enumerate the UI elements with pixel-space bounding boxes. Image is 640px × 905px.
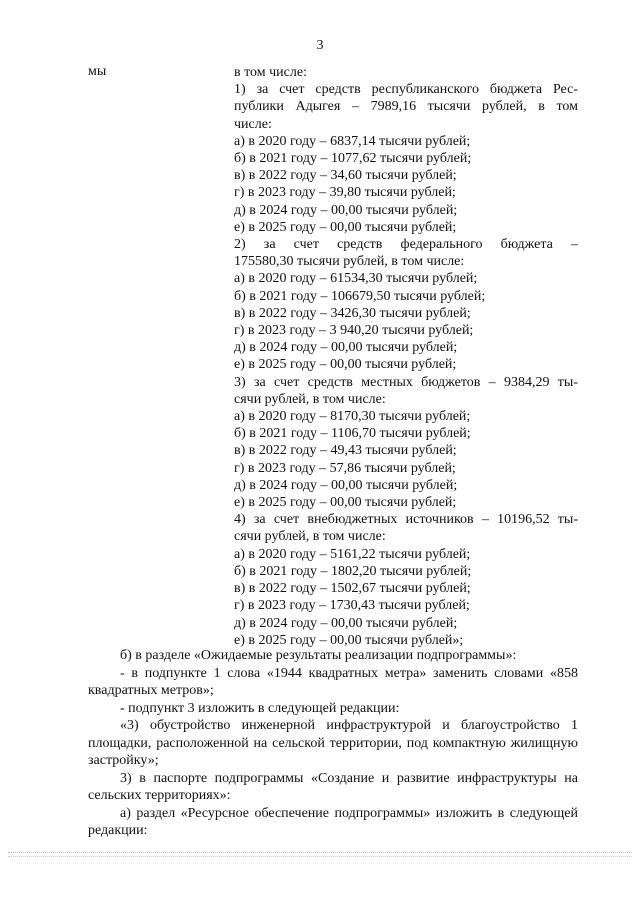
- page-number: 3: [316, 38, 324, 53]
- funding-line: 175580,30 тысячи рублей, в том числе:: [234, 254, 465, 270]
- funding-line: г) в 2023 году – 1730,43 тысячи рублей;: [234, 598, 470, 614]
- paragraph: - в подпункте 1 слова «1944 квадратных метра» заменить словами «858 квадратных метров»;: [88, 665, 578, 698]
- funding-line: д) в 2024 году – 00,00 тысячи рублей;: [234, 340, 458, 356]
- funding-line: а) в 2020 году – 61534,30 тысячи рублей;: [234, 271, 478, 287]
- funding-line: г) в 2023 году – 3 940,20 тысячи рублей;: [234, 323, 474, 339]
- funding-line: е) в 2025 году – 00,00 тысячи рублей;: [234, 495, 457, 511]
- funding-line: публики Адыгея – 7989,16 тысячи рублей, в том: [234, 99, 578, 115]
- funding-line: г) в 2023 году – 39,80 тысячи рублей;: [234, 185, 456, 201]
- funding-line: в том числе:: [234, 65, 307, 80]
- funding-line: д) в 2024 году – 00,00 тысячи рублей;: [234, 202, 458, 218]
- funding-breakdown-column: [234, 64, 578, 649]
- funding-line: в) в 2022 году – 1502,67 тысячи рублей;: [234, 581, 471, 597]
- scan-edge-line: [8, 852, 632, 853]
- document-body: [88, 647, 578, 840]
- scan-edge-line: [8, 856, 632, 857]
- paragraph: 3) в паспорте подпрограммы «Создание и развитие инфраструктуры на сельских территориях»:: [88, 770, 578, 803]
- funding-line: а) в 2020 году – 8170,30 тысячи рублей;: [234, 409, 471, 425]
- funding-line: в) в 2022 году – 49,43 тысячи рублей;: [234, 443, 457, 459]
- funding-line: г) в 2023 году – 57,86 тысячи рублей;: [234, 460, 456, 476]
- funding-line: б) в 2021 году – 1077,62 тысячи рублей;: [234, 151, 472, 167]
- funding-line: б) в 2021 году – 1106,70 тысячи рублей;: [234, 426, 471, 442]
- funding-line: сячи рублей, в том числе:: [234, 391, 386, 407]
- paragraph: б) в разделе «Ожидаемые результаты реализации подпрограммы»:: [120, 648, 517, 663]
- funding-line: д) в 2024 году – 00,00 тысячи рублей;: [234, 615, 458, 631]
- paragraph: - подпункт 3 изложить в следующей редакции:: [120, 700, 400, 716]
- funding-line: 4) за счет внебюджетных источников – 10196,52 ты-: [234, 512, 578, 528]
- paragraph: «3) обустройство инженерной инфраструктурой и благоустройство 1 площадки, расположенной на сельской территории, под компактную жилищную застройку»;: [88, 718, 578, 768]
- paragraph: а) раздел «Ресурсное обеспечение подпрограммы» изложить в следующей редакции:: [88, 805, 578, 838]
- funding-line: 3) за счет средств местных бюджетов – 9384,29 ты-: [234, 374, 578, 390]
- left-column-fragment: мы: [88, 64, 107, 79]
- funding-line: е) в 2025 году – 00,00 тысячи рублей;: [234, 219, 457, 235]
- funding-line: в) в 2022 году – 3426,30 тысячи рублей;: [234, 305, 471, 321]
- funding-line: числе:: [234, 116, 272, 132]
- funding-line: а) в 2020 году – 5161,22 тысячи рублей;: [234, 546, 471, 562]
- funding-line: е) в 2025 году – 00,00 тысячи рублей»;: [234, 632, 464, 648]
- funding-line: а) в 2020 году – 6837,14 тысячи рублей;: [234, 133, 471, 149]
- funding-line: в) в 2022 году – 34,60 тысячи рублей;: [234, 168, 457, 184]
- funding-line: е) в 2025 году – 00,00 тысячи рублей;: [234, 357, 457, 373]
- funding-line: 1) за счет средств республиканского бюджета Рес-: [234, 82, 578, 98]
- funding-line: 2) за счет средств федерального бюджета –: [234, 237, 578, 253]
- funding-line: сячи рублей, в том числе:: [234, 529, 386, 545]
- funding-line: б) в 2021 году – 106679,50 тысячи рублей;: [234, 288, 486, 304]
- funding-line: б) в 2021 году – 1802,20 тысячи рублей;: [234, 563, 472, 579]
- funding-line: д) в 2024 году – 00,00 тысячи рублей;: [234, 477, 458, 493]
